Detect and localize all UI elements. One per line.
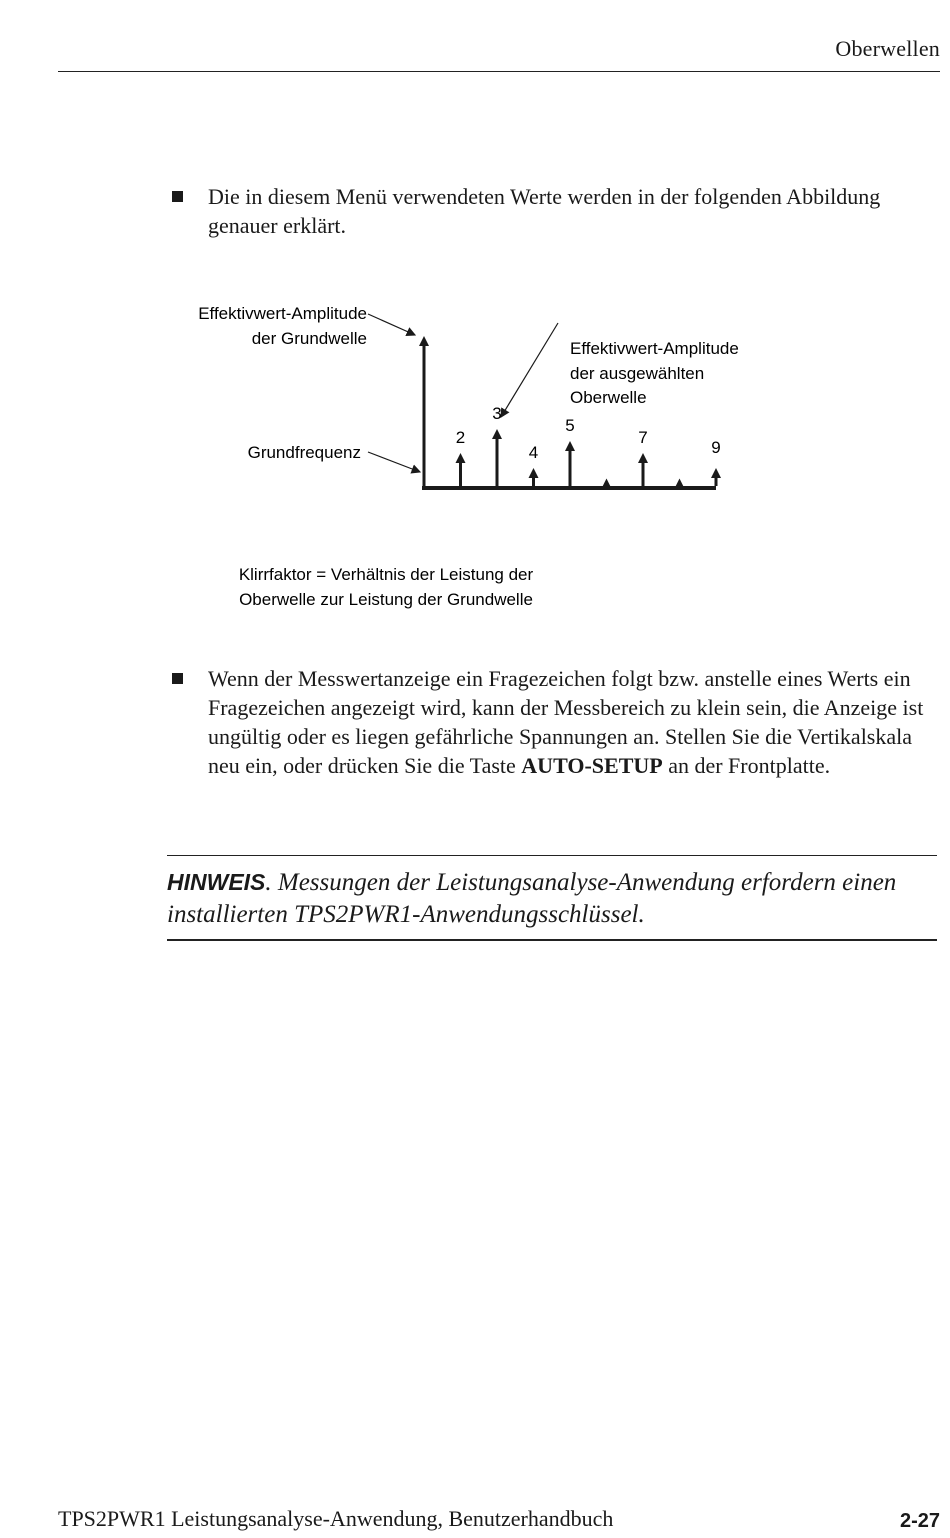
spectral-line-arrowhead — [565, 441, 575, 451]
label-fundamental-amplitude-line1: Effektivwert-Amplitude — [198, 304, 367, 323]
harmonic-amplitude-pointer — [501, 323, 558, 417]
spectral-line-arrowhead — [675, 479, 685, 489]
footer-manual-title: TPS2PWR1 Leistungsanalyse-Anwendung, Benutzerhandbuch — [58, 1506, 614, 1531]
bullet-text-2-after: an der Frontplatte. — [662, 753, 831, 778]
spectrum-lines — [419, 336, 721, 489]
bullet-text-2 — [208, 664, 943, 780]
spectral-line-arrowhead — [638, 453, 648, 463]
harmonic-order-label: 7 — [638, 428, 648, 447]
harmonic-order-label: 4 — [528, 443, 539, 462]
note-box — [167, 855, 937, 941]
label-harmonic-amplitude-line2: der ausgewählten — [570, 364, 705, 383]
header-title: Oberwellen — [835, 36, 940, 61]
bullet-square-icon — [172, 191, 183, 202]
harmonic-order-label: 5 — [565, 416, 575, 435]
bullet-text-2-before: Wenn der Messwertanzeige ein Fragezeichen folgt bzw. anstelle eines Werts ein Fragezeichen angezeigt wird, kann der Messbereich zu klein sein, die Anzeige ist ungültig oder es liegen gefährliche Spannungen an. Stellen Sie die Vertikalskala neu ein, oder drücken Sie die Taste — [208, 666, 924, 778]
bullet-text-1: Die in diesem Menü verwendeten Werte werden in der folgenden Abbildung genauer erklärt. — [208, 184, 881, 238]
label-harmonic-amplitude-line3: Oberwelle — [570, 388, 647, 407]
bullet-square-icon — [172, 673, 183, 684]
label-fundamental-amplitude-line2: der Grundwelle — [251, 329, 367, 348]
harmonic-order-label: 3 — [492, 404, 502, 423]
spectral-line-arrowhead — [492, 429, 502, 439]
spectral-line-arrowhead — [456, 453, 466, 463]
label-fundamental-frequency: Grundfrequenz — [247, 443, 361, 462]
note-label: HINWEIS — [167, 869, 266, 895]
harmonics-diagram — [170, 290, 790, 630]
spectral-line-arrowhead — [529, 468, 539, 478]
harmonic-order-label: 2 — [455, 428, 466, 447]
spectral-line-arrowhead — [711, 468, 721, 478]
label-harmonic-amplitude-line1: Effektivwert-Amplitude — [570, 339, 739, 358]
caption-line2: Oberwelle zur Leistung der Grundwelle — [239, 590, 533, 609]
note-text: . Messungen der Leistungsanalyse-Anwendung erfordern einen installierten TPS2PWR1-Anwendungsschlüssel. — [167, 869, 897, 928]
bullet-item-2 — [208, 664, 943, 780]
spectral-line-arrowhead — [419, 336, 429, 346]
footer-page-number: 2-27 — [899, 1510, 940, 1532]
spectral-line-arrowhead — [602, 479, 612, 489]
caption-line1: Klirrfaktor = Verhältnis der Leistung der — [238, 565, 534, 584]
fundamental-amplitude-pointer — [368, 314, 415, 335]
auto-setup-key-name: AUTO-SETUP — [521, 753, 663, 778]
fundamental-frequency-pointer — [368, 452, 420, 472]
harmonic-order-label: 9 — [711, 438, 721, 457]
bullet-item-1 — [208, 182, 943, 240]
header-rule — [58, 71, 940, 72]
